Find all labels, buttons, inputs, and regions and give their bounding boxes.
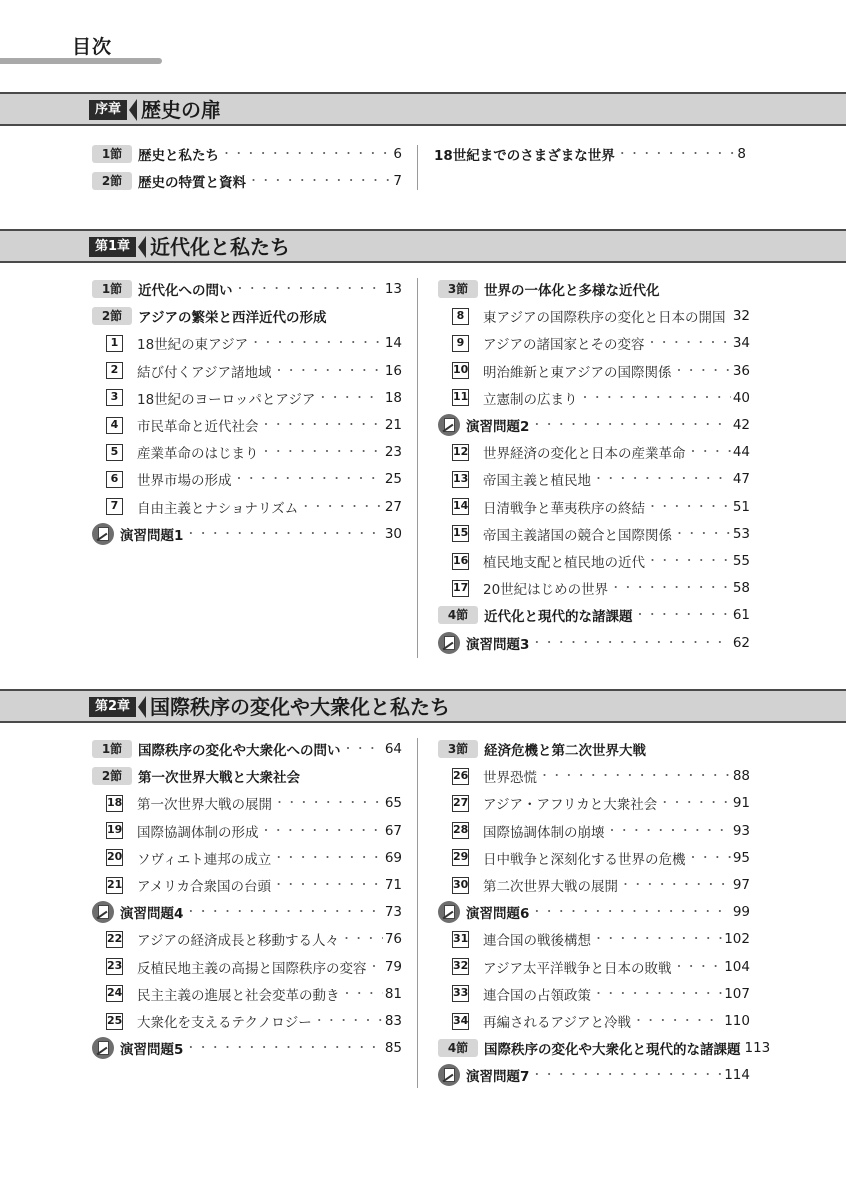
dot-leader <box>688 847 731 869</box>
toc-entry-label: 反植民地主義の高揚と国際秩序の変容 <box>137 960 367 977</box>
column-divider <box>417 278 418 658</box>
toc-section-row[interactable] <box>438 604 750 626</box>
topic-number-box: 8 <box>452 308 469 325</box>
page-number: 81 <box>384 985 402 1002</box>
toc-topic-row[interactable] <box>452 874 750 896</box>
toc-exercise-row[interactable] <box>438 901 750 923</box>
toc-topic-row[interactable] <box>452 496 750 518</box>
exercise-icon <box>438 414 460 436</box>
page-number: 34 <box>732 335 750 352</box>
toc-entry-label: 演習問題1 <box>120 527 184 544</box>
toc-entry-label: 東アジアの国際秩序の変化と日本の開国 <box>483 310 726 327</box>
topic-number-box: 3 <box>106 389 123 406</box>
toc-topic-row[interactable] <box>106 928 402 950</box>
toc-entry-label: 第二次世界大戦の展開 <box>483 879 618 895</box>
page-title: 目次 <box>72 36 113 58</box>
dot-leader <box>607 820 731 842</box>
toc-topic-row[interactable] <box>106 820 402 842</box>
section-number-badge: 4節 <box>438 1039 478 1057</box>
toc-entry-label: 日清戦争と華夷秩序の終結 <box>483 500 645 517</box>
toc-entry-label: 演習問題4 <box>120 906 184 923</box>
page-number: 69 <box>384 849 402 866</box>
dot-leader <box>185 901 382 923</box>
chevron-icon <box>129 99 137 121</box>
toc-exercise-row[interactable] <box>438 414 750 436</box>
page-number: 40 <box>732 389 750 406</box>
dot-leader <box>531 632 730 654</box>
topic-number-box: 23 <box>106 958 123 975</box>
dot-leader <box>273 360 382 382</box>
toc-entry-label: 演習問題3 <box>466 636 530 653</box>
dot-leader <box>647 550 731 572</box>
toc-section-row[interactable] <box>92 765 402 787</box>
toc-entry-label: 世界の一体化と多様な近代化 <box>484 283 660 299</box>
dot-leader <box>250 332 383 354</box>
toc-topic-row[interactable] <box>106 792 402 814</box>
topic-number-box: 27 <box>452 795 469 812</box>
toc-entry-label: 大衆化を支えるテクノロジー <box>137 1015 312 1031</box>
toc-topic-row[interactable] <box>452 983 750 1005</box>
dot-leader <box>617 143 736 165</box>
toc-entry-label: アジアの経済成長と移動する人々 <box>137 933 339 950</box>
dot-leader <box>531 414 730 436</box>
toc-entry-label: 演習問題7 <box>466 1069 530 1086</box>
page-number: 102 <box>724 931 750 948</box>
exercise-icon <box>92 523 114 545</box>
toc-entry-label: 世界恐慌 <box>483 770 537 787</box>
toc-entry-label: 結び付くアジア諸地域 <box>137 364 272 381</box>
page-number: 88 <box>732 768 750 785</box>
section-number-badge: 2節 <box>92 307 132 325</box>
toc-entry-label: 演習問題6 <box>466 906 530 923</box>
toc-topic-row[interactable] <box>452 523 750 545</box>
toc-section-row[interactable] <box>92 278 402 300</box>
toc-entry-label: 国際秩序の変化や大衆化への問い <box>138 743 341 759</box>
topic-number-box: 2 <box>106 362 123 379</box>
page-number: 62 <box>732 634 750 651</box>
dot-leader <box>261 820 383 842</box>
topic-number-box: 30 <box>452 877 469 894</box>
toc-entry-label: 18世紀のヨーロッパとアジア <box>137 391 316 408</box>
page-number: 36 <box>732 362 750 379</box>
page-number: 18 <box>384 389 402 406</box>
toc-entry-label: 国際秩序の変化や大衆化と現代的な諸課題 <box>484 1042 741 1059</box>
toc-entry-label: 歴史と私たち <box>138 148 219 164</box>
toc-entry-label: 世界経済の変化と日本の産業革命 <box>483 446 686 463</box>
page-number: 79 <box>384 958 402 975</box>
toc-topic-row[interactable] <box>452 1010 750 1032</box>
dot-leader <box>261 414 383 436</box>
toc-entry-label: 18世紀の東アジア <box>137 337 249 354</box>
toc-entry-label: アジアの繁栄と西洋近代の形成 <box>138 310 327 327</box>
toc-entry-label: アメリカ合衆国の台頭 <box>137 879 272 895</box>
page-number: 58 <box>732 580 750 597</box>
toc-entry-label: 国際協調体制の崩壊 <box>483 824 605 841</box>
dot-leader <box>261 441 383 463</box>
topic-number-box: 32 <box>452 958 469 975</box>
topic-number-box: 28 <box>452 822 469 839</box>
toc-section-row[interactable] <box>438 738 750 760</box>
toc-entry-label: 再編されるアジアと冷戦 <box>483 1015 631 1031</box>
toc-entry-label: 連合国の戦後構想 <box>483 933 591 950</box>
toc-section-row[interactable] <box>438 1037 771 1059</box>
toc-topic-row[interactable] <box>106 468 402 490</box>
dot-leader <box>610 577 731 599</box>
toc-entry-label: アジア・アフリカと大衆社会 <box>483 797 658 814</box>
toc-entry-label: 20世紀はじめの世界 <box>483 582 609 599</box>
topic-number-box: 16 <box>452 553 469 570</box>
toc-topic-row[interactable] <box>106 847 402 869</box>
page-number: 55 <box>732 553 750 569</box>
toc-topic-row[interactable] <box>452 765 750 787</box>
toc-topic-row[interactable] <box>452 468 750 490</box>
dot-leader <box>369 956 383 978</box>
toc-topic-row[interactable] <box>452 820 750 842</box>
page-number: 14 <box>384 335 402 352</box>
page-number: 76 <box>384 931 402 948</box>
page-number: 93 <box>732 822 750 839</box>
toc-entry-label: 歴史の特質と資料 <box>138 175 246 191</box>
topic-number-box: 14 <box>452 498 469 515</box>
page-number: 71 <box>384 877 402 893</box>
dot-leader <box>593 928 722 950</box>
toc-topic-row[interactable] <box>452 550 750 572</box>
toc-entry-label: 立憲制の広まり <box>483 391 578 408</box>
toc-entry-label: 世界市場の形成 <box>137 473 232 490</box>
toc-topic-row[interactable] <box>452 441 750 463</box>
topic-number-box: 6 <box>106 471 123 488</box>
dot-leader <box>688 441 731 463</box>
dot-leader <box>341 928 383 950</box>
topic-number-box: 5 <box>106 444 123 461</box>
dot-leader <box>273 847 383 869</box>
topic-number-box: 34 <box>452 1013 469 1030</box>
topic-number-box: 22 <box>106 931 123 948</box>
page-number: 6 <box>393 146 402 162</box>
page-number: 16 <box>384 362 402 379</box>
page-number: 73 <box>384 904 402 921</box>
toc-entry-label: 連合国の占領政策 <box>483 987 591 1004</box>
toc-topic-row[interactable] <box>452 847 750 869</box>
toc-topic-row[interactable] <box>106 332 402 354</box>
dot-leader <box>343 738 383 760</box>
page-number: 47 <box>732 471 750 488</box>
dot-leader <box>531 901 730 923</box>
page-number: 110 <box>724 1013 750 1029</box>
topic-number-box: 33 <box>452 985 469 1002</box>
page-number: 91 <box>732 795 750 812</box>
topic-number-box: 24 <box>106 985 123 1002</box>
page-number: 13 <box>384 281 402 297</box>
chapter-header-2 <box>0 689 846 723</box>
toc-topic-row[interactable] <box>452 332 750 354</box>
dot-leader <box>646 332 730 354</box>
section-number-badge: 1節 <box>92 280 132 298</box>
toc-entry-label: 明治維新と東アジアの国際関係 <box>483 364 672 381</box>
dot-leader <box>342 983 383 1005</box>
toc-topic-row[interactable] <box>452 792 750 814</box>
exercise-icon <box>92 901 114 923</box>
toc-entry-label: 植民地支配と植民地の近代 <box>483 555 645 571</box>
toc-topic-row[interactable] <box>106 956 402 978</box>
dot-leader <box>580 387 731 409</box>
dot-leader <box>300 496 383 518</box>
chapter-badge: 第1章 <box>89 237 136 257</box>
section-number-badge: 3節 <box>438 280 478 298</box>
page-number: 51 <box>732 498 750 515</box>
column-divider <box>417 738 418 1088</box>
topic-number-box: 25 <box>106 1013 123 1030</box>
toc-topic-row[interactable] <box>106 874 402 896</box>
topic-number-box: 19 <box>106 822 123 839</box>
page-number: 21 <box>384 417 402 433</box>
page-number: 83 <box>384 1013 402 1029</box>
toc-entry-label: 第一次世界大戦の展開 <box>137 797 272 814</box>
topic-number-box: 12 <box>452 444 469 461</box>
topic-number-box: 31 <box>452 931 469 948</box>
section-number-badge: 1節 <box>92 145 132 163</box>
page-number: 30 <box>384 525 402 542</box>
column-divider <box>417 145 418 190</box>
toc-entry-label: 18世紀までのさまざまな世界 <box>434 148 615 164</box>
toc-section-row[interactable] <box>92 170 402 192</box>
toc-entry-row[interactable] <box>434 143 746 165</box>
toc-topic-row[interactable] <box>452 928 750 950</box>
topic-number-box: 9 <box>452 335 469 352</box>
dot-leader <box>593 468 731 490</box>
toc-entry-label: ソヴィエト連邦の成立 <box>137 851 272 868</box>
chevron-icon <box>138 696 146 718</box>
dot-leader <box>659 792 731 814</box>
chapter-badge: 序章 <box>89 100 127 120</box>
chevron-icon <box>138 236 146 258</box>
toc-topic-row[interactable] <box>106 387 402 409</box>
chapter-header-1 <box>0 229 846 263</box>
toc-entry-label: 日中戦争と深刻化する世界の危機 <box>483 851 686 868</box>
page-number: 104 <box>724 958 750 975</box>
page-number: 107 <box>724 985 750 1002</box>
toc-topic-row[interactable] <box>106 360 402 382</box>
topic-number-box: 7 <box>106 498 123 515</box>
page-number: 42 <box>732 417 750 433</box>
dot-leader <box>647 496 731 518</box>
dot-leader <box>185 1037 382 1059</box>
toc-exercise-row[interactable] <box>438 632 750 654</box>
dot-leader <box>235 278 383 300</box>
toc-entry-label: アジアの諸国家とその変容 <box>483 337 645 354</box>
toc-entry-label: 演習問題5 <box>120 1042 184 1059</box>
toc-entry-label: 市民革命と近代社会 <box>137 419 259 435</box>
chapter-title: 近代化と私たち <box>150 235 290 259</box>
toc-section-row[interactable] <box>438 278 750 300</box>
section-number-badge: 3節 <box>438 740 478 758</box>
topic-number-box: 21 <box>106 877 123 894</box>
page-number: 64 <box>384 741 402 757</box>
dot-leader <box>673 360 730 382</box>
toc-section-row[interactable] <box>92 738 402 760</box>
section-number-badge: 4節 <box>438 606 478 624</box>
toc-entry-label: 民主主義の進展と社会変革の動き <box>137 987 340 1004</box>
dot-leader <box>185 523 382 545</box>
exercise-icon <box>438 901 460 923</box>
toc-topic-row[interactable] <box>452 956 750 978</box>
page-number: 114 <box>724 1067 750 1084</box>
toc-topic-row[interactable] <box>452 360 750 382</box>
dot-leader <box>234 468 383 490</box>
toc-topic-row[interactable] <box>106 414 402 436</box>
toc-entry-label: 近代化への問い <box>138 283 233 299</box>
toc-topic-row[interactable] <box>106 441 402 463</box>
toc-entry-label: 自由主義とナショナリズム <box>137 500 299 517</box>
toc-entry-label: アジア太平洋戦争と日本の敗戦 <box>483 960 672 977</box>
title-underline <box>0 58 162 64</box>
toc-entry-label: 帝国主義と植民地 <box>483 473 591 490</box>
exercise-icon <box>92 1037 114 1059</box>
toc-entry-label: 第一次世界大戦と大衆社会 <box>138 770 300 787</box>
topic-number-box: 17 <box>452 580 469 597</box>
topic-number-box: 4 <box>106 417 123 434</box>
page-number: 95 <box>732 849 750 866</box>
page-number: 113 <box>744 1040 771 1057</box>
page-number: 97 <box>732 877 750 893</box>
toc-exercise-row[interactable] <box>92 523 402 545</box>
dot-leader <box>314 1010 383 1032</box>
toc-entry-label: 帝国主義諸国の競合と国際関係 <box>483 527 672 544</box>
toc-topic-row[interactable] <box>106 496 402 518</box>
topic-number-box: 29 <box>452 849 469 866</box>
section-number-badge: 2節 <box>92 172 132 190</box>
section-number-badge: 2節 <box>92 767 132 785</box>
chapter-title: 歴史の扉 <box>141 98 221 122</box>
page-number: 27 <box>384 498 402 515</box>
topic-number-box: 26 <box>452 768 469 785</box>
dot-leader <box>248 170 391 192</box>
page-number: 61 <box>732 607 750 624</box>
page-number: 53 <box>732 525 750 542</box>
topic-number-box: 18 <box>106 795 123 812</box>
topic-number-box: 13 <box>452 471 469 488</box>
toc-section-row[interactable] <box>92 143 402 165</box>
chapter-header-prologue <box>0 92 846 126</box>
dot-leader <box>633 1010 722 1032</box>
dot-leader <box>539 765 731 787</box>
toc-entry-label: 経済危機と第二次世界大戦 <box>484 743 646 759</box>
page-number: 44 <box>732 444 750 461</box>
toc-exercise-row[interactable] <box>92 1037 402 1059</box>
toc-entry-label: 国際協調体制の形成 <box>137 824 259 841</box>
dot-leader <box>635 604 731 626</box>
toc-entry-label: 演習問題2 <box>466 419 530 435</box>
page-number: 8 <box>737 146 746 162</box>
page-number: 32 <box>732 308 750 325</box>
page-number: 85 <box>384 1040 402 1057</box>
exercise-icon <box>438 1064 460 1086</box>
topic-number-box: 15 <box>452 525 469 542</box>
page-number: 23 <box>384 444 402 461</box>
page-number: 25 <box>384 471 402 488</box>
page-number: 7 <box>393 173 402 189</box>
toc-exercise-row[interactable] <box>92 901 402 923</box>
topic-number-box: 10 <box>452 362 469 379</box>
dot-leader <box>674 523 731 545</box>
chapter-title: 国際秩序の変化や大衆化と私たち <box>150 695 450 719</box>
toc-entry-label: 近代化と現代的な諸課題 <box>484 609 633 626</box>
topic-number-box: 20 <box>106 849 123 866</box>
dot-leader <box>273 874 383 896</box>
toc-topic-row[interactable] <box>106 983 402 1005</box>
dot-leader <box>221 143 391 165</box>
exercise-icon <box>438 632 460 654</box>
dot-leader <box>620 874 731 896</box>
toc-topic-row[interactable] <box>452 577 750 599</box>
dot-leader <box>317 387 382 409</box>
section-number-badge: 1節 <box>92 740 132 758</box>
dot-leader <box>274 792 383 814</box>
toc-exercise-row[interactable] <box>438 1064 750 1086</box>
toc-entry-label: 産業革命のはじまり <box>137 446 259 463</box>
toc-topic-row[interactable] <box>106 1010 402 1032</box>
toc-section-row[interactable] <box>92 305 402 327</box>
dot-leader <box>727 305 730 327</box>
page-number: 65 <box>384 795 402 812</box>
toc-topic-row[interactable] <box>452 305 750 327</box>
chapter-badge: 第2章 <box>89 697 136 717</box>
page-number: 67 <box>384 822 402 839</box>
topic-number-box: 1 <box>106 335 123 352</box>
topic-number-box: 11 <box>452 389 469 406</box>
dot-leader <box>593 983 722 1005</box>
page-number: 99 <box>732 904 750 921</box>
dot-leader <box>531 1064 722 1086</box>
dot-leader <box>673 956 722 978</box>
toc-topic-row[interactable] <box>452 387 750 409</box>
